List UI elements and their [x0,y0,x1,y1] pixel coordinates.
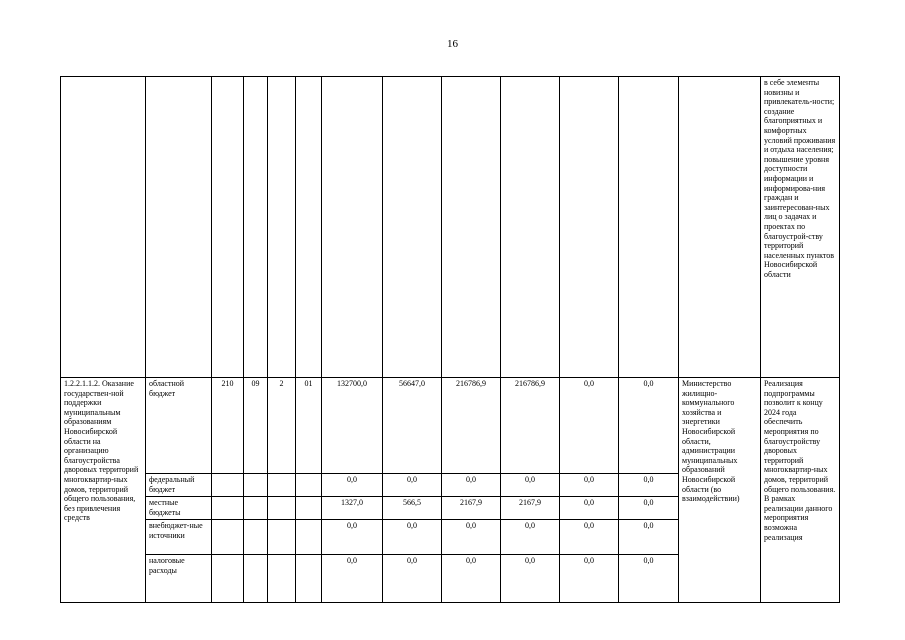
empty-cell [244,474,268,497]
value-cell: 0,0 [619,497,679,520]
empty-cell [268,555,296,603]
empty-cell [268,474,296,497]
empty-cell [212,520,244,555]
empty-cell [268,520,296,555]
empty-cell [501,77,560,378]
value-cell: 2167,9 [501,497,560,520]
value-cell: 0,0 [383,555,442,603]
value-cell: 0,0 [619,474,679,497]
funding-row [61,378,840,474]
expected-result: Реализация подпрограммы позволит к концу 2024 года обеспечить мероприятия по благоустройству дворовых территорий многоквартир-ных домов, территорий общего пользования. В рамках реализации данного мероприятия возможна реализация [761,378,840,603]
funding-source: местные бюджеты [146,497,212,520]
empty-cell [244,555,268,603]
value-cell: 0,0 [619,378,679,474]
value-cell: 0,0 [442,474,501,497]
empty-cell [560,77,619,378]
empty-cell [619,77,679,378]
empty-cell [212,555,244,603]
empty-cell [296,520,322,555]
value-cell: 0,0 [501,474,560,497]
value-cell: 1327,0 [322,497,383,520]
value-cell: 0,0 [383,520,442,555]
empty-cell [61,77,146,378]
empty-cell [212,474,244,497]
value-cell: 0,0 [322,520,383,555]
empty-cell [244,77,268,378]
empty-cell [146,77,212,378]
value-cell: 0,0 [383,474,442,497]
value-cell: 0,0 [322,474,383,497]
code-section: 09 [244,378,268,474]
funding-source: федеральный бюджет [146,474,212,497]
empty-cell [296,555,322,603]
value-cell: 0,0 [442,555,501,603]
empty-cell [296,497,322,520]
funding-source: налоговые расходы [146,555,212,603]
value-cell: 0,0 [619,555,679,603]
value-cell: 132700,0 [322,378,383,474]
code-measure: 01 [296,378,322,474]
code-gp: 210 [212,378,244,474]
empty-cell [244,520,268,555]
value-cell: 216786,9 [501,378,560,474]
value-cell: 0,0 [560,520,619,555]
value-cell: 2167,9 [442,497,501,520]
continuation-row [61,77,840,378]
funding-source: областной бюджет [146,378,212,474]
value-cell: 0,0 [619,520,679,555]
empty-cell [679,77,761,378]
measure-name: 1.2.2.1.1.2. Оказание государствен-ной поддержки муниципальным образованиям Новосибирской области на организацию благоустройства дворовых территорий многоквартир-ных домов, территорий общего пользования, без привлечения средств [61,378,146,603]
expected-results-continued: в себе элементы новизны и привлекатель-ности; создание благоприятных и комфортных условий проживания и отдыха населения; повышение уровня доступности информации и информирова-ния граждан и заинтересован-ных лиц о задачах и проектах по благоустрой-ству территорий населенных пунктов Новосибирской области [761,77,840,378]
empty-cell [322,77,383,378]
empty-cell [383,77,442,378]
value-cell: 0,0 [560,378,619,474]
empty-cell [442,77,501,378]
value-cell: 566,5 [383,497,442,520]
empty-cell [244,497,268,520]
value-cell: 216786,9 [442,378,501,474]
value-cell: 0,0 [322,555,383,603]
value-cell: 0,0 [442,520,501,555]
value-cell: 0,0 [560,497,619,520]
empty-cell [268,77,296,378]
executor: Министерство жилищно-коммунального хозяйства и энергетики Новосибирской области, администрации муниципальных образований Новосибирской области (во взаимодействии) [679,378,761,603]
empty-cell [212,497,244,520]
value-cell: 0,0 [501,555,560,603]
value-cell: 0,0 [560,555,619,603]
empty-cell [296,474,322,497]
empty-cell [212,77,244,378]
value-cell: 0,0 [501,520,560,555]
program-table [60,76,840,603]
value-cell: 56647,0 [383,378,442,474]
value-cell: 0,0 [560,474,619,497]
code-subprogram: 2 [268,378,296,474]
page-number: 16 [447,38,458,50]
empty-cell [296,77,322,378]
funding-source: внебюджет-ные источники [146,520,212,555]
empty-cell [268,497,296,520]
